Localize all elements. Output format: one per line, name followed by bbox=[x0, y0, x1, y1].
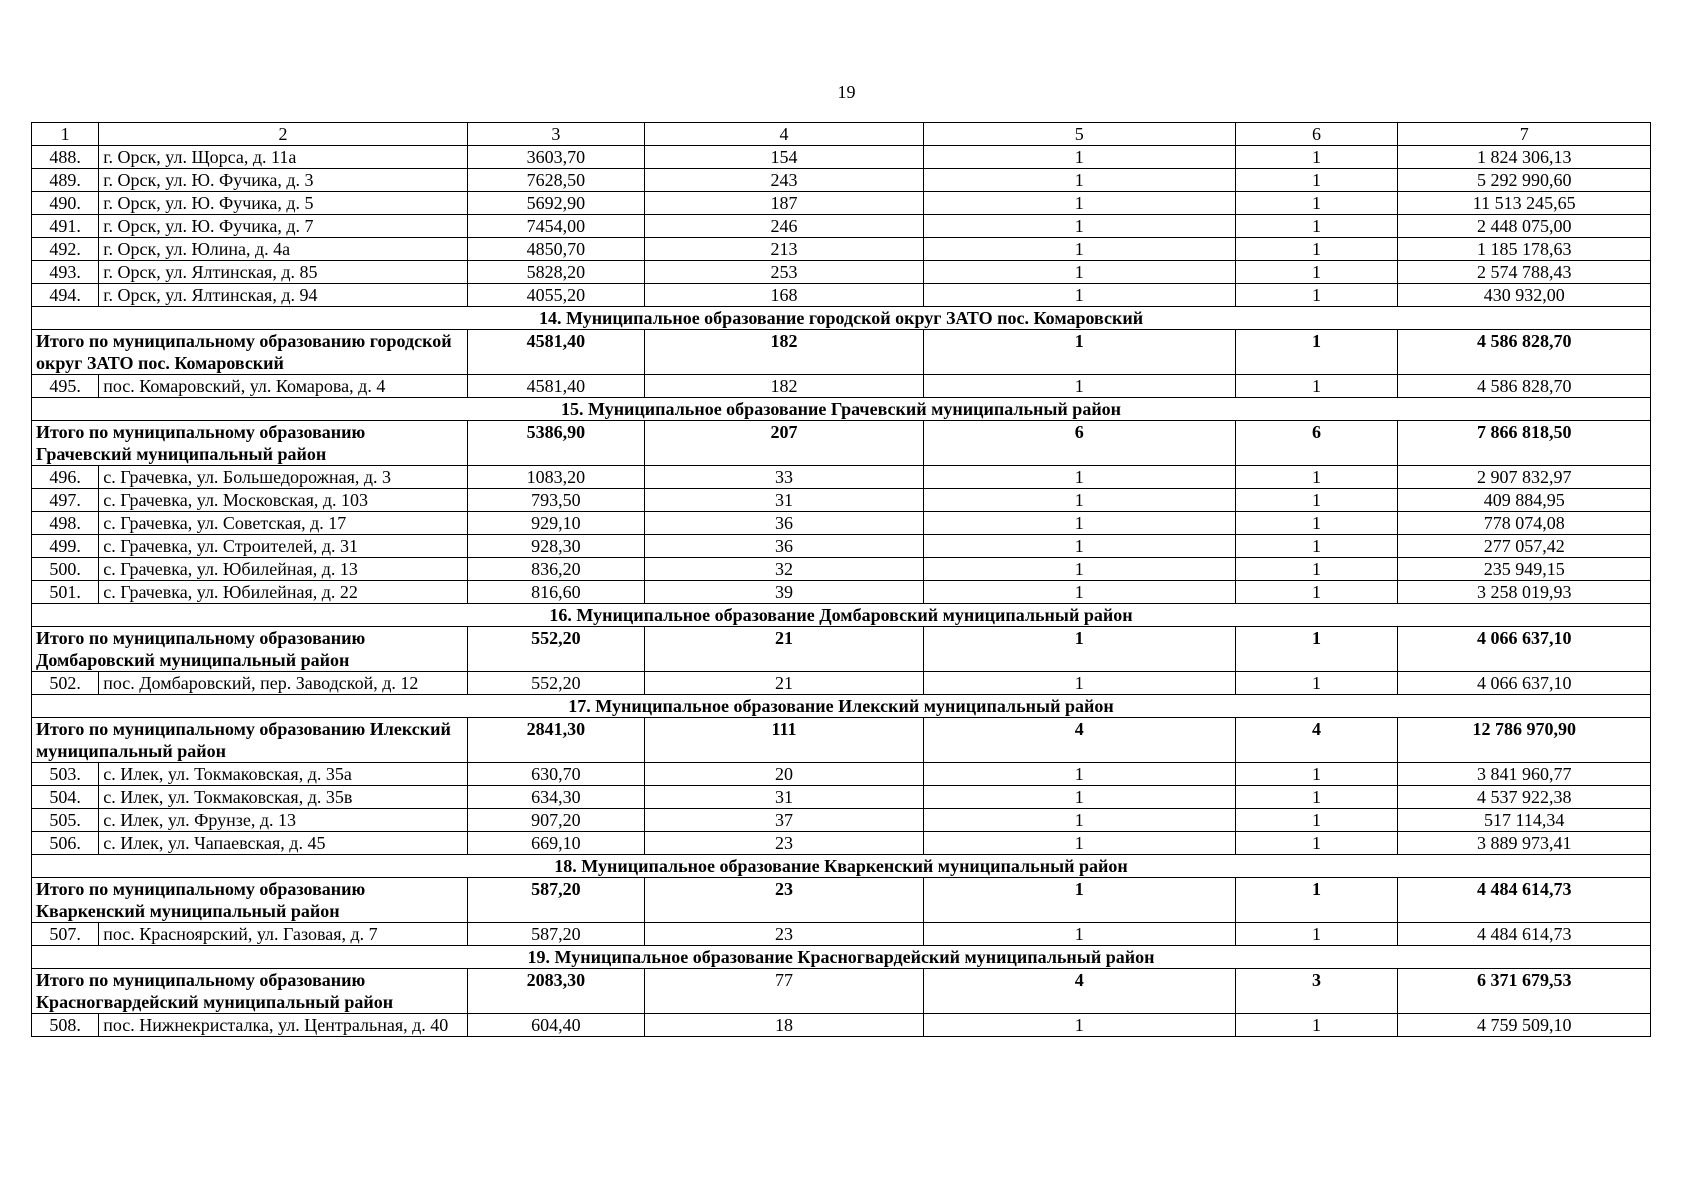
row-number: 492. bbox=[32, 238, 99, 261]
section-heading-row bbox=[32, 604, 1651, 627]
value-c5: 1 bbox=[923, 512, 1235, 535]
value-c6: 1 bbox=[1235, 832, 1398, 855]
value-c5: 1 bbox=[923, 284, 1235, 307]
value-c7: 2 448 075,00 bbox=[1398, 215, 1651, 238]
value-c6: 1 bbox=[1235, 375, 1398, 398]
value-c4: 253 bbox=[644, 261, 923, 284]
table-row bbox=[32, 238, 1651, 261]
value-c4: 18 bbox=[644, 1014, 923, 1037]
section-title: 14. Муниципальное образование городской округ ЗАТО пос. Комаровский bbox=[32, 307, 1651, 330]
column-number-row bbox=[32, 123, 1651, 146]
column-number: 5 bbox=[923, 123, 1235, 146]
value-c3: 630,70 bbox=[467, 763, 644, 786]
register-table bbox=[31, 122, 1651, 1037]
row-number: 500. bbox=[32, 558, 99, 581]
address: пос. Комаровский, ул. Комарова, д. 4 bbox=[99, 375, 468, 398]
value-c7: 3 258 019,93 bbox=[1398, 581, 1651, 604]
row-number: 494. bbox=[32, 284, 99, 307]
value-c7: 4 586 828,70 bbox=[1398, 375, 1651, 398]
subtotal-value-c4: 23 bbox=[644, 878, 923, 923]
value-c3: 4581,40 bbox=[467, 375, 644, 398]
value-c5: 1 bbox=[923, 558, 1235, 581]
subtotal-value-c7: 12 786 970,90 bbox=[1398, 718, 1651, 763]
subtotal-value-c3: 587,20 bbox=[467, 878, 644, 923]
table-row bbox=[32, 832, 1651, 855]
row-number: 497. bbox=[32, 489, 99, 512]
section-title: 15. Муниципальное образование Грачевский муниципальный район bbox=[32, 398, 1651, 421]
value-c4: 20 bbox=[644, 763, 923, 786]
subtotal-value-c4: 207 bbox=[644, 421, 923, 466]
table-row bbox=[32, 146, 1651, 169]
subtotal-value-c3: 552,20 bbox=[467, 627, 644, 672]
subtotal-label: Итого по муниципальному образованию Кваркенский муниципальный район bbox=[32, 878, 468, 923]
address: г. Орск, ул. Ялтинская, д. 94 bbox=[99, 284, 468, 307]
value-c3: 836,20 bbox=[467, 558, 644, 581]
row-number: 488. bbox=[32, 146, 99, 169]
value-c3: 4850,70 bbox=[467, 238, 644, 261]
table-row bbox=[32, 261, 1651, 284]
value-c4: 213 bbox=[644, 238, 923, 261]
value-c6: 1 bbox=[1235, 1014, 1398, 1037]
row-number: 495. bbox=[32, 375, 99, 398]
row-number: 505. bbox=[32, 809, 99, 832]
value-c5: 1 bbox=[923, 809, 1235, 832]
value-c6: 1 bbox=[1235, 763, 1398, 786]
value-c5: 1 bbox=[923, 581, 1235, 604]
address: пос. Красноярский, ул. Газовая, д. 7 bbox=[99, 923, 468, 946]
value-c6: 1 bbox=[1235, 284, 1398, 307]
value-c3: 587,20 bbox=[467, 923, 644, 946]
subtotal-value-c5: 1 bbox=[923, 878, 1235, 923]
subtotal-value-c4: 111 bbox=[644, 718, 923, 763]
table-row bbox=[32, 489, 1651, 512]
page-number: 19 bbox=[837, 82, 856, 102]
table-row bbox=[32, 284, 1651, 307]
value-c6: 1 bbox=[1235, 809, 1398, 832]
row-number: 506. bbox=[32, 832, 99, 855]
table-row bbox=[32, 558, 1651, 581]
table-row bbox=[32, 809, 1651, 832]
subtotal-value-c7: 7 866 818,50 bbox=[1398, 421, 1651, 466]
value-c3: 816,60 bbox=[467, 581, 644, 604]
value-c3: 5828,20 bbox=[467, 261, 644, 284]
value-c3: 7628,50 bbox=[467, 169, 644, 192]
subtotal-label: Итого по муниципальному образованию Красногвардейский муниципальный район bbox=[32, 969, 468, 1014]
value-c6: 1 bbox=[1235, 512, 1398, 535]
address: пос. Домбаровский, пер. Заводской, д. 12 bbox=[99, 672, 468, 695]
table-row bbox=[32, 581, 1651, 604]
column-number: 7 bbox=[1398, 123, 1651, 146]
subtotal-row bbox=[32, 627, 1651, 672]
value-c7: 409 884,95 bbox=[1398, 489, 1651, 512]
value-c5: 1 bbox=[923, 832, 1235, 855]
value-c3: 907,20 bbox=[467, 809, 644, 832]
address: г. Орск, ул. Щорса, д. 11а bbox=[99, 146, 468, 169]
subtotal-value-c5: 4 bbox=[923, 718, 1235, 763]
value-c4: 31 bbox=[644, 786, 923, 809]
value-c5: 1 bbox=[923, 261, 1235, 284]
value-c5: 1 bbox=[923, 923, 1235, 946]
value-c4: 37 bbox=[644, 809, 923, 832]
value-c3: 3603,70 bbox=[467, 146, 644, 169]
value-c4: 39 bbox=[644, 581, 923, 604]
subtotal-row bbox=[32, 421, 1651, 466]
column-number: 1 bbox=[32, 123, 99, 146]
value-c3: 4055,20 bbox=[467, 284, 644, 307]
table-body bbox=[32, 123, 1651, 1037]
value-c4: 23 bbox=[644, 832, 923, 855]
table-row bbox=[32, 215, 1651, 238]
value-c7: 1 824 306,13 bbox=[1398, 146, 1651, 169]
subtotal-value-c4: 77 bbox=[644, 969, 923, 1014]
subtotal-value-c6: 4 bbox=[1235, 718, 1398, 763]
value-c7: 277 057,42 bbox=[1398, 535, 1651, 558]
address: с. Илек, ул. Токмаковская, д. 35в bbox=[99, 786, 468, 809]
value-c5: 1 bbox=[923, 375, 1235, 398]
subtotal-value-c3: 4581,40 bbox=[467, 330, 644, 375]
value-c7: 4 537 922,38 bbox=[1398, 786, 1651, 809]
address: г. Орск, ул. Ялтинская, д. 85 bbox=[99, 261, 468, 284]
value-c5: 1 bbox=[923, 215, 1235, 238]
address: с. Грачевка, ул. Строителей, д. 31 bbox=[99, 535, 468, 558]
address: г. Орск, ул. Ю. Фучика, д. 3 bbox=[99, 169, 468, 192]
address: с. Илек, ул. Фрунзе, д. 13 bbox=[99, 809, 468, 832]
row-number: 499. bbox=[32, 535, 99, 558]
value-c7: 3 841 960,77 bbox=[1398, 763, 1651, 786]
subtotal-label: Итого по муниципальному образованию городской округ ЗАТО пос. Комаровский bbox=[32, 330, 468, 375]
section-heading-row bbox=[32, 695, 1651, 718]
address: с. Грачевка, ул. Советская, д. 17 bbox=[99, 512, 468, 535]
subtotal-value-c5: 6 bbox=[923, 421, 1235, 466]
value-c6: 1 bbox=[1235, 215, 1398, 238]
table-row bbox=[32, 192, 1651, 215]
subtotal-value-c6: 1 bbox=[1235, 878, 1398, 923]
subtotal-value-c4: 182 bbox=[644, 330, 923, 375]
address: с. Грачевка, ул. Большедорожная, д. 3 bbox=[99, 466, 468, 489]
value-c5: 1 bbox=[923, 192, 1235, 215]
value-c7: 517 114,34 bbox=[1398, 809, 1651, 832]
address: г. Орск, ул. Юлина, д. 4а bbox=[99, 238, 468, 261]
value-c5: 1 bbox=[923, 146, 1235, 169]
value-c4: 36 bbox=[644, 535, 923, 558]
value-c3: 929,10 bbox=[467, 512, 644, 535]
row-number: 501. bbox=[32, 581, 99, 604]
column-number: 4 bbox=[644, 123, 923, 146]
value-c4: 21 bbox=[644, 672, 923, 695]
subtotal-value-c5: 1 bbox=[923, 330, 1235, 375]
subtotal-row bbox=[32, 330, 1651, 375]
value-c7: 778 074,08 bbox=[1398, 512, 1651, 535]
table-row bbox=[32, 512, 1651, 535]
section-title: 18. Муниципальное образование Кваркенский муниципальный район bbox=[32, 855, 1651, 878]
address: с. Илек, ул. Токмаковская, д. 35а bbox=[99, 763, 468, 786]
value-c4: 33 bbox=[644, 466, 923, 489]
table-row bbox=[32, 786, 1651, 809]
value-c7: 4 484 614,73 bbox=[1398, 923, 1651, 946]
value-c4: 187 bbox=[644, 192, 923, 215]
table-row bbox=[32, 466, 1651, 489]
value-c4: 154 bbox=[644, 146, 923, 169]
value-c3: 634,30 bbox=[467, 786, 644, 809]
section-title: 17. Муниципальное образование Илекский муниципальный район bbox=[32, 695, 1651, 718]
table-row bbox=[32, 535, 1651, 558]
subtotal-value-c6: 1 bbox=[1235, 627, 1398, 672]
section-title: 19. Муниципальное образование Красногвардейский муниципальный район bbox=[32, 946, 1651, 969]
row-number: 491. bbox=[32, 215, 99, 238]
subtotal-value-c7: 4 484 614,73 bbox=[1398, 878, 1651, 923]
value-c3: 604,40 bbox=[467, 1014, 644, 1037]
table-row bbox=[32, 169, 1651, 192]
value-c4: 31 bbox=[644, 489, 923, 512]
column-number: 2 bbox=[99, 123, 468, 146]
address: г. Орск, ул. Ю. Фучика, д. 5 bbox=[99, 192, 468, 215]
address: с. Илек, ул. Чапаевская, д. 45 bbox=[99, 832, 468, 855]
value-c4: 243 bbox=[644, 169, 923, 192]
subtotal-value-c5: 4 bbox=[923, 969, 1235, 1014]
subtotal-label: Итого по муниципальному образованию Домбаровский муниципальный район bbox=[32, 627, 468, 672]
row-number: 498. bbox=[32, 512, 99, 535]
value-c6: 1 bbox=[1235, 672, 1398, 695]
value-c5: 1 bbox=[923, 466, 1235, 489]
value-c7: 11 513 245,65 bbox=[1398, 192, 1651, 215]
subtotal-value-c6: 3 bbox=[1235, 969, 1398, 1014]
value-c5: 1 bbox=[923, 1014, 1235, 1037]
value-c6: 1 bbox=[1235, 192, 1398, 215]
value-c5: 1 bbox=[923, 489, 1235, 512]
value-c6: 1 bbox=[1235, 786, 1398, 809]
address: г. Орск, ул. Ю. Фучика, д. 7 bbox=[99, 215, 468, 238]
value-c6: 1 bbox=[1235, 489, 1398, 512]
subtotal-row bbox=[32, 969, 1651, 1014]
value-c6: 1 bbox=[1235, 581, 1398, 604]
subtotal-value-c5: 1 bbox=[923, 627, 1235, 672]
subtotal-value-c4: 21 bbox=[644, 627, 923, 672]
subtotal-label: Итого по муниципальному образованию Илекский муниципальный район bbox=[32, 718, 468, 763]
subtotal-value-c6: 6 bbox=[1235, 421, 1398, 466]
column-number: 3 bbox=[467, 123, 644, 146]
value-c6: 1 bbox=[1235, 535, 1398, 558]
value-c7: 235 949,15 bbox=[1398, 558, 1651, 581]
value-c4: 32 bbox=[644, 558, 923, 581]
subtotal-value-c7: 6 371 679,53 bbox=[1398, 969, 1651, 1014]
value-c5: 1 bbox=[923, 169, 1235, 192]
value-c4: 36 bbox=[644, 512, 923, 535]
section-heading-row bbox=[32, 855, 1651, 878]
address: с. Грачевка, ул. Юбилейная, д. 22 bbox=[99, 581, 468, 604]
value-c7: 1 185 178,63 bbox=[1398, 238, 1651, 261]
value-c6: 1 bbox=[1235, 261, 1398, 284]
subtotal-value-c3: 2841,30 bbox=[467, 718, 644, 763]
row-number: 508. bbox=[32, 1014, 99, 1037]
value-c6: 1 bbox=[1235, 238, 1398, 261]
value-c4: 182 bbox=[644, 375, 923, 398]
section-heading-row bbox=[32, 307, 1651, 330]
row-number: 503. bbox=[32, 763, 99, 786]
subtotal-row bbox=[32, 878, 1651, 923]
value-c3: 928,30 bbox=[467, 535, 644, 558]
subtotal-value-c3: 2083,30 bbox=[467, 969, 644, 1014]
row-number: 507. bbox=[32, 923, 99, 946]
value-c4: 168 bbox=[644, 284, 923, 307]
value-c7: 2 574 788,43 bbox=[1398, 261, 1651, 284]
value-c5: 1 bbox=[923, 238, 1235, 261]
value-c7: 430 932,00 bbox=[1398, 284, 1651, 307]
value-c6: 1 bbox=[1235, 923, 1398, 946]
table-row bbox=[32, 672, 1651, 695]
value-c3: 1083,20 bbox=[467, 466, 644, 489]
subtotal-row bbox=[32, 718, 1651, 763]
value-c3: 5692,90 bbox=[467, 192, 644, 215]
section-title: 16. Муниципальное образование Домбаровский муниципальный район bbox=[32, 604, 1651, 627]
row-number: 504. bbox=[32, 786, 99, 809]
column-number: 6 bbox=[1235, 123, 1398, 146]
value-c3: 793,50 bbox=[467, 489, 644, 512]
value-c5: 1 bbox=[923, 672, 1235, 695]
row-number: 493. bbox=[32, 261, 99, 284]
subtotal-value-c7: 4 066 637,10 bbox=[1398, 627, 1651, 672]
value-c7: 4 759 509,10 bbox=[1398, 1014, 1651, 1037]
section-heading-row bbox=[32, 398, 1651, 421]
value-c7: 3 889 973,41 bbox=[1398, 832, 1651, 855]
value-c6: 1 bbox=[1235, 146, 1398, 169]
value-c7: 4 066 637,10 bbox=[1398, 672, 1651, 695]
value-c4: 246 bbox=[644, 215, 923, 238]
subtotal-value-c6: 1 bbox=[1235, 330, 1398, 375]
subtotal-label: Итого по муниципальному образованию Грачевский муниципальный район bbox=[32, 421, 468, 466]
value-c6: 1 bbox=[1235, 169, 1398, 192]
value-c3: 669,10 bbox=[467, 832, 644, 855]
section-heading-row bbox=[32, 946, 1651, 969]
value-c4: 23 bbox=[644, 923, 923, 946]
value-c6: 1 bbox=[1235, 466, 1398, 489]
subtotal-value-c3: 5386,90 bbox=[467, 421, 644, 466]
row-number: 490. bbox=[32, 192, 99, 215]
subtotal-value-c7: 4 586 828,70 bbox=[1398, 330, 1651, 375]
address: с. Грачевка, ул. Московская, д. 103 bbox=[99, 489, 468, 512]
address: с. Грачевка, ул. Юбилейная, д. 13 bbox=[99, 558, 468, 581]
value-c5: 1 bbox=[923, 786, 1235, 809]
table-row bbox=[32, 763, 1651, 786]
value-c3: 7454,00 bbox=[467, 215, 644, 238]
address: пос. Нижнекристалка, ул. Центральная, д. 40 bbox=[99, 1014, 468, 1037]
value-c5: 1 bbox=[923, 763, 1235, 786]
value-c7: 5 292 990,60 bbox=[1398, 169, 1651, 192]
row-number: 489. bbox=[32, 169, 99, 192]
value-c6: 1 bbox=[1235, 558, 1398, 581]
value-c5: 1 bbox=[923, 535, 1235, 558]
value-c7: 2 907 832,97 bbox=[1398, 466, 1651, 489]
table-row bbox=[32, 923, 1651, 946]
row-number: 502. bbox=[32, 672, 99, 695]
row-number: 496. bbox=[32, 466, 99, 489]
table-row bbox=[32, 1014, 1651, 1037]
value-c3: 552,20 bbox=[467, 672, 644, 695]
table-row bbox=[32, 375, 1651, 398]
